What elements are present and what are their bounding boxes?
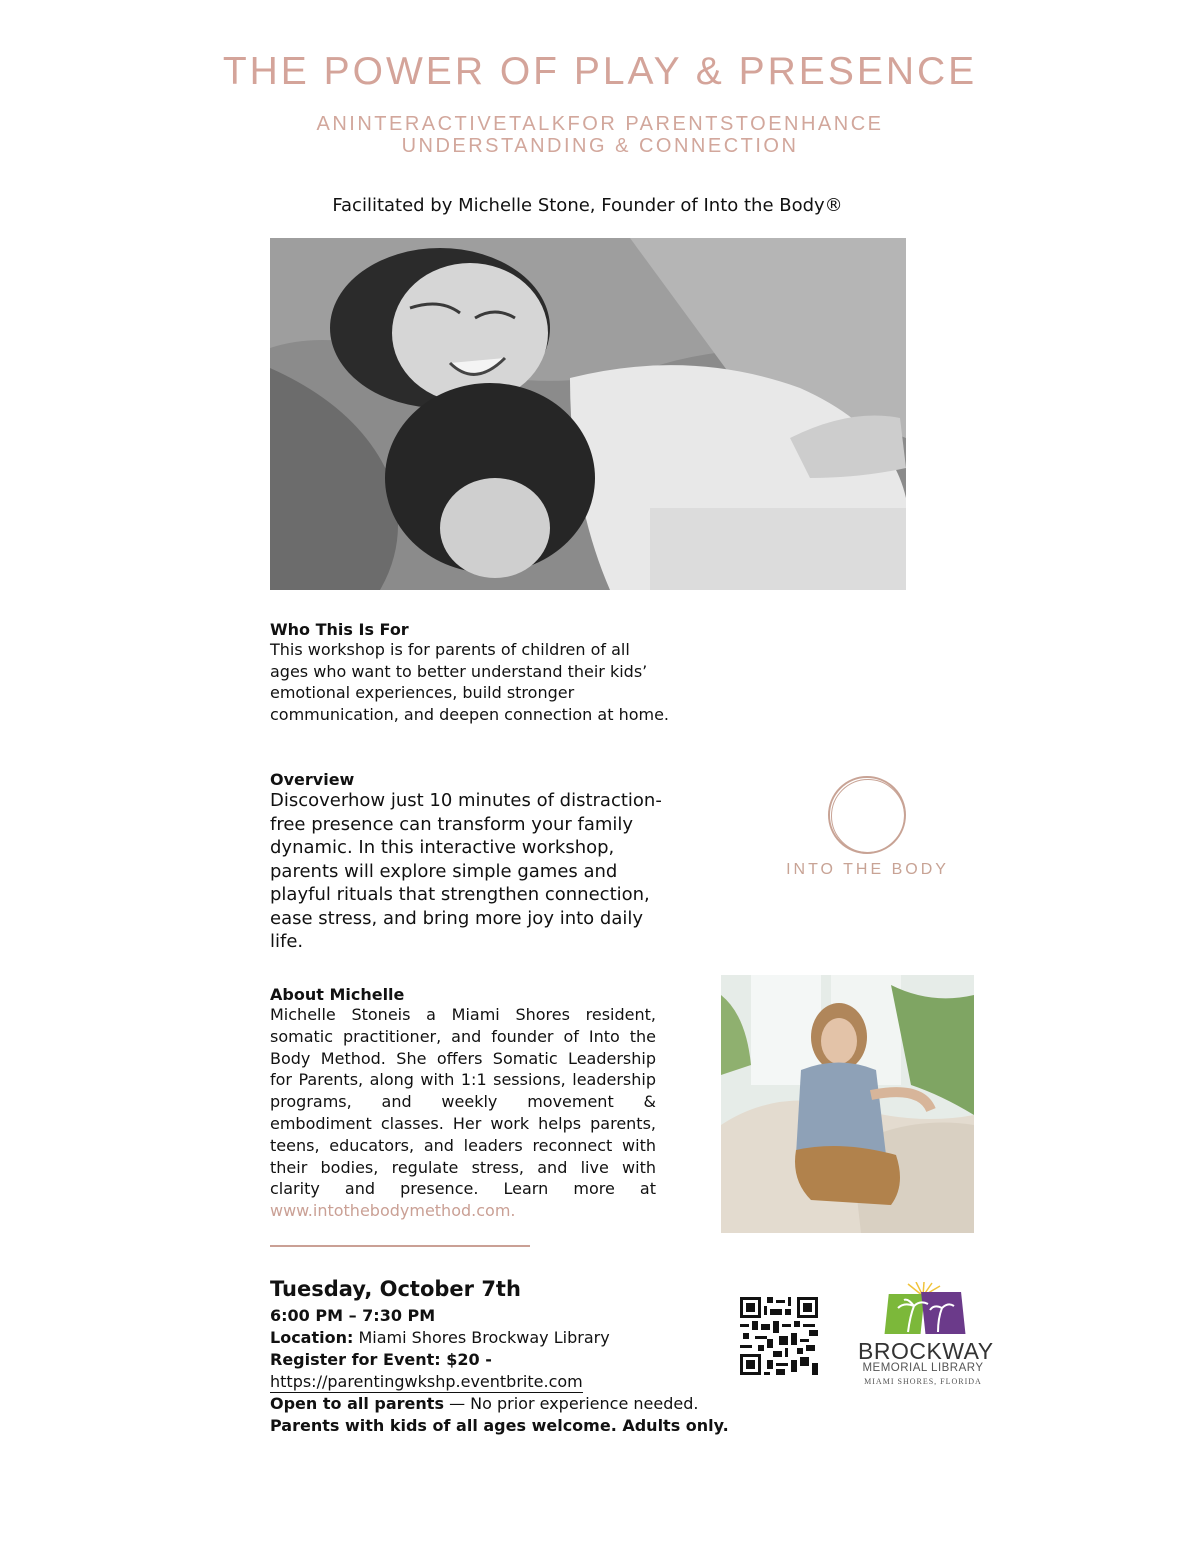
- open-rest: — No prior experience needed.: [449, 1394, 699, 1413]
- event-details: [270, 1305, 729, 1437]
- register-label: Register for Event: $20 -: [270, 1350, 492, 1369]
- who-heading: Who This Is For: [270, 620, 409, 639]
- circle-logo-icon: [775, 775, 960, 855]
- michelle-portrait: [721, 975, 974, 1233]
- event-location: [270, 1327, 729, 1349]
- palm-tree-icon: [858, 1282, 988, 1338]
- hero-photo: [270, 238, 906, 590]
- into-the-body-logo: [775, 775, 960, 890]
- page-title: THE POWER OF PLAY & PRESENCE: [222, 50, 978, 93]
- hero-illustration: [270, 238, 906, 590]
- divider: [270, 1245, 530, 1247]
- portrait-illustration: [721, 975, 974, 1233]
- who-section: [270, 620, 670, 725]
- subtitle: [0, 113, 1200, 157]
- qr-code[interactable]: [740, 1297, 818, 1375]
- library-location: MIAMI SHORES, FLORIDA: [864, 1377, 982, 1386]
- library-sub: MEMORIAL LIBRARY: [862, 1362, 984, 1374]
- register-link[interactable]: https://parentingwkshp.eventbrite.com: [270, 1372, 583, 1391]
- location-label: Location:: [270, 1328, 354, 1347]
- about-heading: About Michelle: [270, 985, 405, 1004]
- website-link[interactable]: www.intothebodymethod.com.: [270, 1201, 516, 1221]
- overview-body: Discoverhow just 10 minutes of distraction-free presence can transform your family dynamic. In this interactive workshop, parents will explore simple games and playful rituals that strengthen connection, ease stress, and bring more joy into daily life.: [270, 790, 662, 952]
- event-date: Tuesday, October 7th: [270, 1277, 521, 1301]
- open-bold: Open to all parents: [270, 1394, 444, 1413]
- logo-text: INTO THE BODY: [786, 861, 949, 878]
- who-body: This workshop is for parents of children of all ages who want to better understand their kids’ emotional experiences, build stronger communication, and deepen connection at home.: [270, 640, 670, 724]
- overview-section: [270, 770, 670, 954]
- subtitle-line-1: ANINTERACTIVETALKFOR PARENTSTOENHANCE: [316, 113, 884, 135]
- open-note: [270, 1393, 729, 1415]
- library-name: BROCKWAY: [858, 1338, 994, 1364]
- qr-code-icon: [740, 1297, 818, 1375]
- event-time: 6:00 PM – 7:30 PM: [270, 1306, 436, 1325]
- about-section: [270, 985, 670, 1222]
- kids-note: Parents with kids of all ages welcome. Adults only.: [270, 1416, 729, 1435]
- about-body: [270, 1004, 656, 1222]
- brockway-library-logo: [858, 1282, 994, 1392]
- facilitator-line: Facilitated by Michelle Stone, Founder of Into the Body®: [332, 195, 843, 216]
- overview-heading: Overview: [270, 770, 355, 789]
- subtitle-line-2: UNDERSTANDING & CONNECTION: [401, 135, 799, 157]
- location-value: Miami Shores Brockway Library: [358, 1328, 610, 1347]
- about-text: Michelle Stoneis a Miami Shores resident, somatic practitioner, and founder of Into the Body Method. She offers Somatic Leadership for Parents, along with 1:1 sessions, leadership programs, and weekly movement & embodiment classes. Her work helps parents, teens, educators, and leaders reconnect with their bodies, regulate stress, and live with clarity and presence. Learn more at: [270, 1005, 656, 1199]
